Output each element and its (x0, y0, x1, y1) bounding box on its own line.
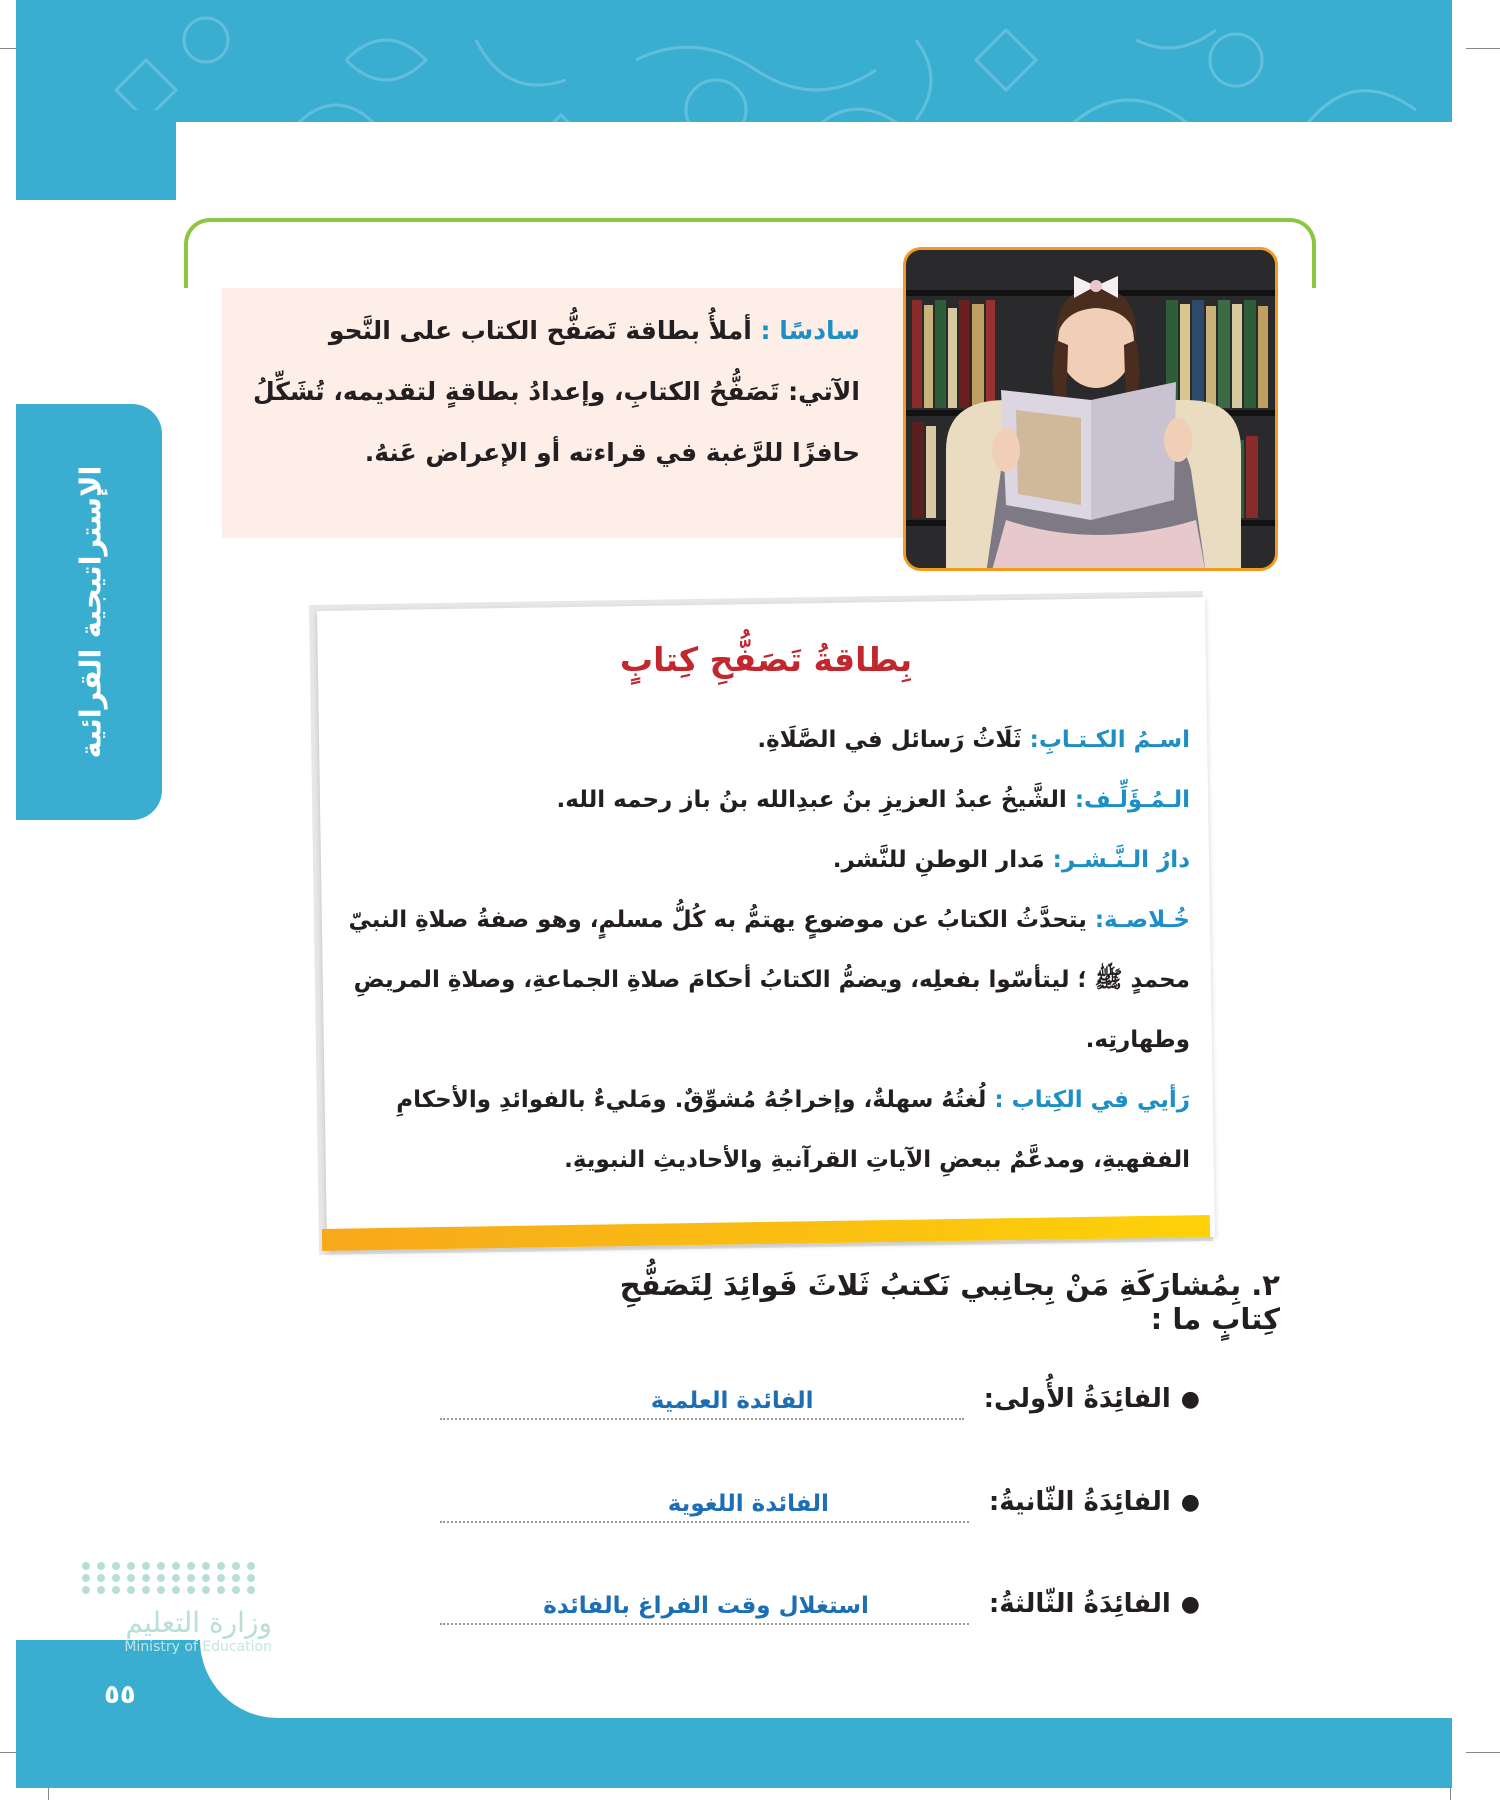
benefit-row-1 (440, 1375, 1200, 1423)
footer-curve (200, 1640, 1452, 1718)
benefit-row-3 (440, 1580, 1200, 1628)
field-label: رَأيي في الكِتاب : (994, 1087, 1190, 1113)
crop-mark (1466, 1752, 1500, 1753)
crop-mark (1466, 48, 1500, 49)
benefit-label: الفائِدَةُ الأُولى: (983, 1384, 1171, 1414)
bullet-icon: ● (1180, 1386, 1200, 1412)
benefit-row-2 (440, 1478, 1200, 1526)
answer-field[interactable] (440, 1481, 969, 1523)
logo-text: وزارة التعليم (125, 1606, 272, 1639)
instruction-lead: سادسًا : (760, 316, 860, 345)
field-value: يتحدَّثُ الكتابُ عن موضوعٍ يهتمُّ به كُلُّ مسلمٍ، وهو صفةُ صلاةِ النبيّ محمدٍ ﷺ ؛ ليتأسّوا بفعلِه، ويضمُّ الكتابُ أحكامَ صلاةِ الجماعةِ، وصلاةِ المريضِ وطهارتِه. (348, 907, 1190, 1053)
page-number: ٥٥ (104, 1680, 136, 1710)
card-field-author (345, 770, 1190, 830)
card-title: بِطاقةُ تَصَفُّحِ كِتابٍ (619, 640, 913, 679)
answer-field[interactable] (440, 1583, 969, 1625)
field-label: الـمُـؤَلِّـف: (1074, 787, 1190, 813)
header-wave-curve (16, 100, 376, 210)
girl-reading-photo (903, 247, 1278, 571)
benefit-answer: استغلال وقت الفراغ بالفائدة (543, 1593, 869, 1619)
bullet-icon: ● (1180, 1591, 1200, 1617)
benefit-label: الفائِدَةُ الثّانيةُ: (988, 1487, 1171, 1517)
side-tab-label: الإستراتيجية القرائية (74, 465, 108, 759)
benefit-answer: الفائدة اللغوية (667, 1491, 829, 1517)
bullet-icon: ● (1180, 1489, 1200, 1515)
instruction-text (250, 300, 860, 483)
benefit-label: الفائِدَةُ الثّالثةُ: (988, 1589, 1171, 1619)
question-2 (560, 1268, 1280, 1336)
logo-subtext: Ministry of Education (124, 1639, 272, 1655)
card-field-publisher (345, 830, 1190, 890)
field-value: ثَلَاثُ رَسائل في الصَّلَاةِ. (757, 727, 1022, 753)
logo-dots-icon (82, 1562, 272, 1594)
card-field-summary (345, 890, 1190, 1070)
side-tab-label-wrap (18, 404, 164, 820)
card-field-book-name (345, 710, 1190, 770)
question-number: ٢. (1251, 1268, 1280, 1302)
question-text: بِمُشارَكَةِ مَنْ بِجانِبي نَكتبُ ثَلاثَ فَوائِدَ لِتَصَفُّحِ كِتابٍ ما : (619, 1268, 1280, 1336)
instruction-body: أملأُ بطاقة تَصَفُّح الكتاب على النَّحو الآتي: تَصَفُّحُ الكتابِ، وإعدادُ بطاقةٍ لتقديمه، تُشَكِّلُ حافزًا للرَّغبة في قراءته أو الإعراض عَنهُ. (252, 316, 860, 467)
field-label: اسـمُ الكـتـابِ: (1029, 727, 1190, 753)
field-value: لُغتُهُ سهلةٌ، وإخراجُهُ مُشوِّقٌ. ومَليءٌ بالفوائدِ والأحكامِ الفقهيةِ، ومدعَّمٌ ببعضِ الآياتِ القرآنيةِ والأحاديثِ النبويةِ. (396, 1087, 1190, 1173)
card-field-opinion (345, 1070, 1190, 1190)
reading-girl-illustration (906, 250, 1278, 571)
field-value: مَدار الوطنِ للنَّشر. (832, 847, 1045, 873)
card-body (345, 710, 1190, 1190)
field-label: دارُ الـنَّـشـر: (1052, 847, 1190, 873)
field-label: خُـلاصـة: (1094, 907, 1190, 933)
benefit-answer: الفائدة العلمية (650, 1388, 814, 1414)
field-value: الشَّيخُ عبدُ العزيزِ بنُ عبدِالله بنُ باز رحمه الله. (556, 787, 1067, 813)
answer-field[interactable] (440, 1378, 964, 1420)
